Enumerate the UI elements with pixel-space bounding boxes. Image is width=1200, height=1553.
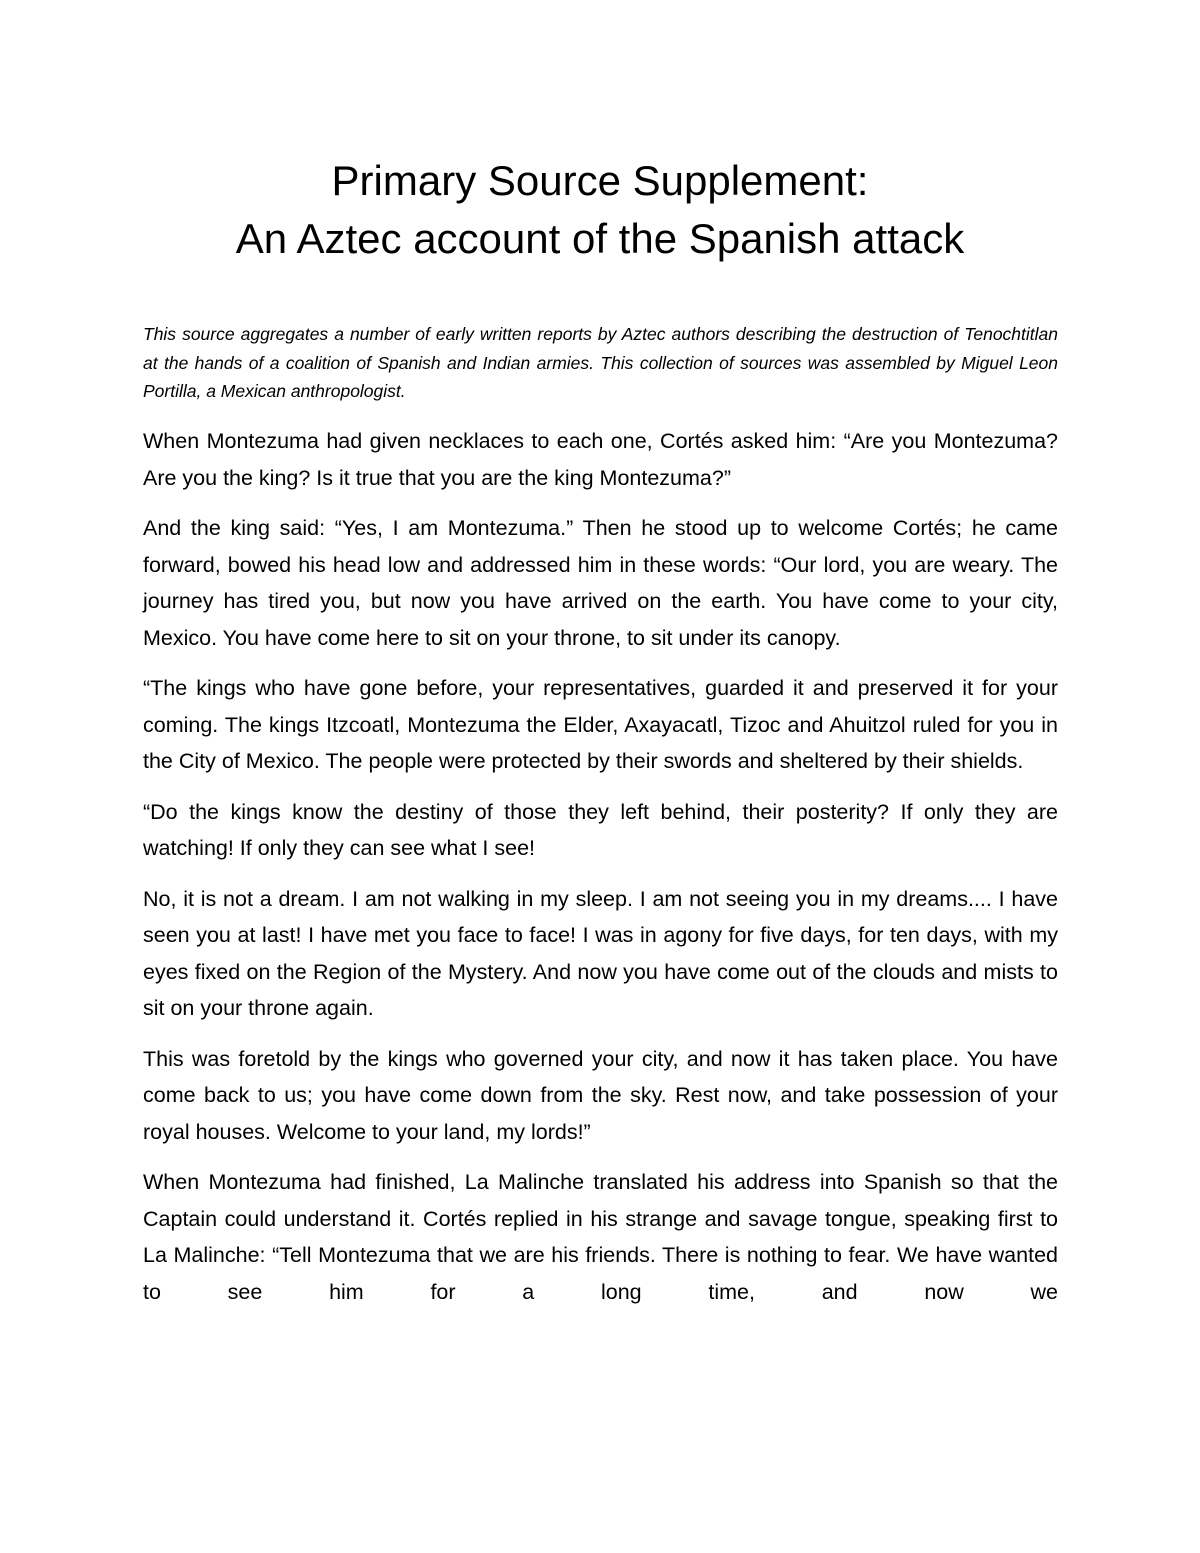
body-paragraph-2: And the king said: “Yes, I am Montezuma.” Then he stood up to welcome Cortés; he came forward, bowed his head low and addressed him in these words: “Our lord, you are weary. The journey has tired you, but now you have arrived on the earth. You have come to your city, Mexico. You have come here to sit on your throne, to sit under its canopy.	[143, 516, 1058, 650]
body-paragraph-4: “Do the kings know the destiny of those they left behind, their posterity? If only they are watching! If only they can see what I see!	[143, 799, 1058, 860]
body-paragraph-6: This was foretold by the kings who governed your city, and now it has taken place. You have come back to us; you have come down from the sky. Rest now, and take possession of your royal houses. Welcome to your land, my lords!”	[143, 1046, 1058, 1144]
body-paragraph-3: “The kings who have gone before, your representatives, guarded it and preserved it for your coming. The kings Itzcoatl, Montezuma the Elder, Axayacatl, Tizoc and Ahuitzol ruled for you in the City of Mexico. The people were protected by their swords and sheltered by their shields.	[143, 676, 1058, 773]
body-paragraph-1: When Montezuma had given necklaces to each one, Cortés asked him: “Are you Montezuma? Are you the king? Is it true that you are the king Montezuma?”	[143, 429, 1058, 490]
intro-paragraph: This source aggregates a number of early written reports by Aztec authors describing the destruction of Tenochtitlan at the hands of a coalition of Spanish and Indian armies. This collection of sources was assembled by Miguel Leon Portilla, a Mexican anthropologist.	[143, 324, 1058, 401]
title-line-2: An Aztec account of the Spanish attack	[235, 215, 965, 262]
body-text	[143, 423, 1058, 1324]
body-paragraph-5: No, it is not a dream. I am not walking in my sleep. I am not seeing you in my dreams.... I have seen you at last! I have met you face to face! I was in agony for five days, for ten days, with my eyes fixed on the Region of the Mystery. And now you have come out of the clouds and mists to sit on your throne again.	[143, 886, 1058, 1020]
title-line-1: Primary Source Supplement:	[331, 157, 869, 204]
body-paragraph-7: When Montezuma had finished, La Malinche translated his address into Spanish so that the Captain could understand it. Cortés replied in his strange and savage tongue, speaking first to La Malinche: “Tell Montezuma that we are his friends. There is nothing to fear. We have wanted to see him for a long time, and now we	[143, 1170, 1058, 1304]
document-title	[120, 152, 1080, 268]
